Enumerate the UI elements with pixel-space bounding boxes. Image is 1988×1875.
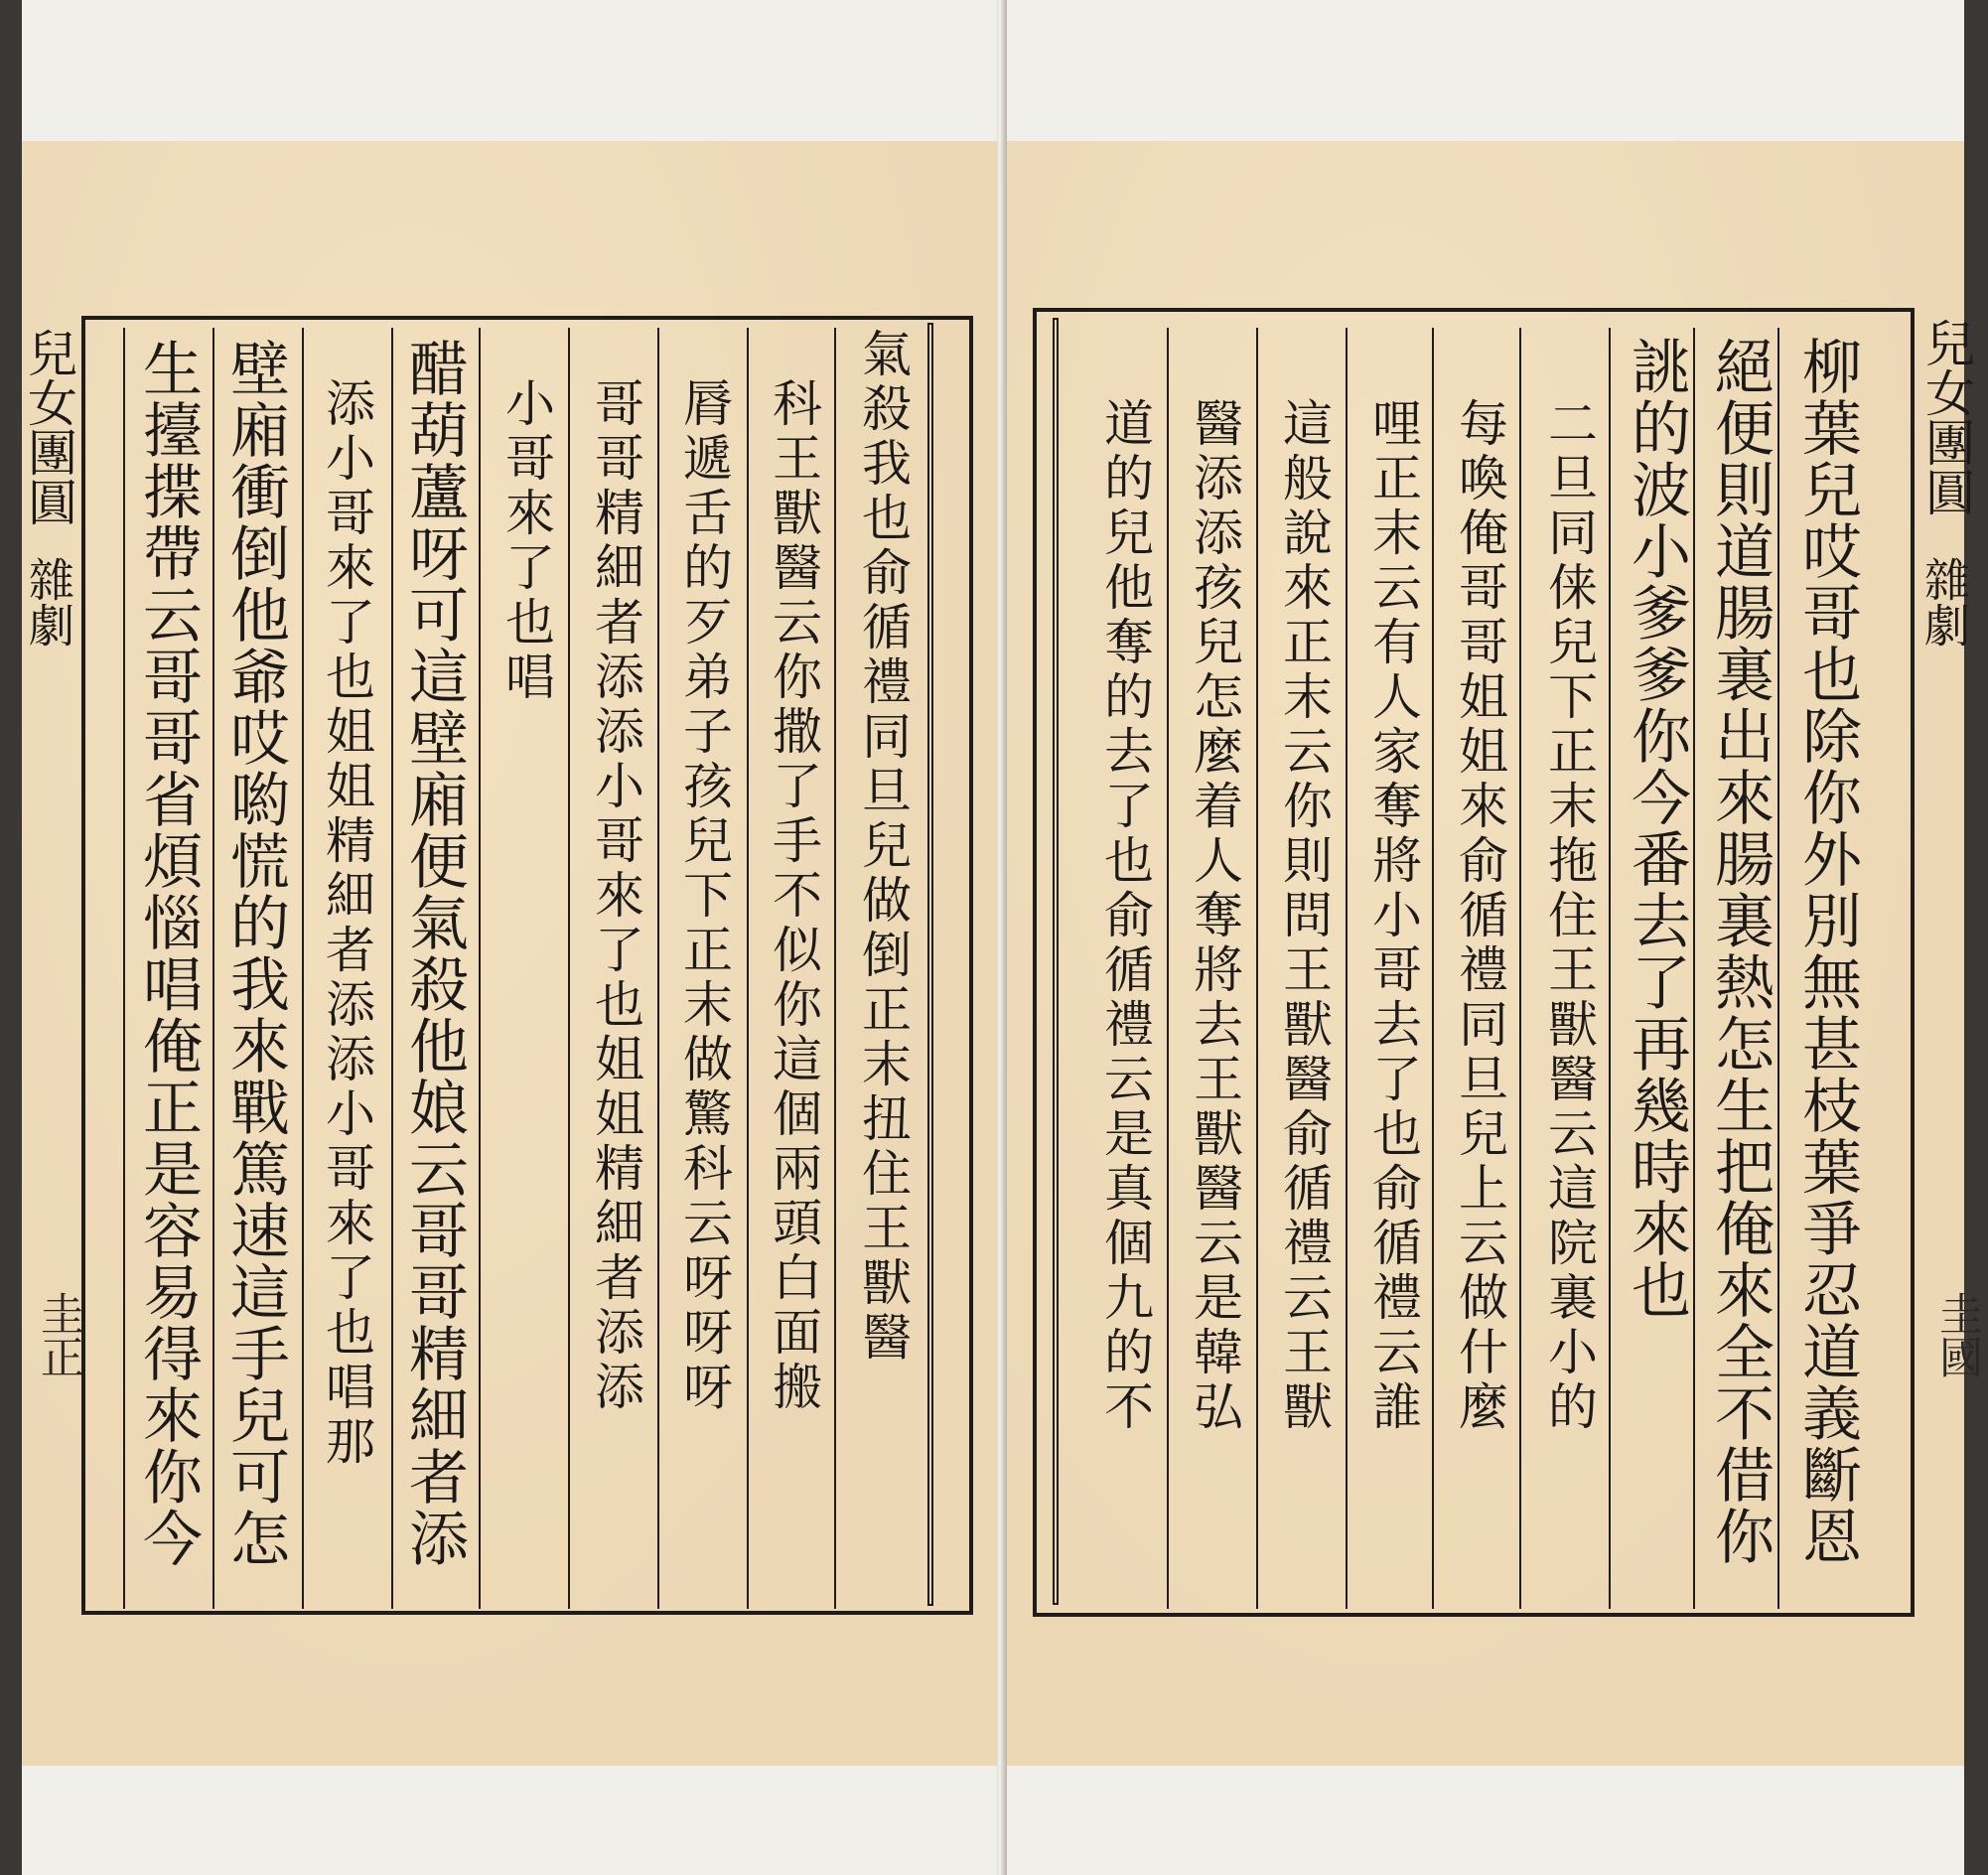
text-column: 醋葫蘆呀可這壁廂便氣殺他娘云哥哥精細者添 [399, 338, 469, 1569]
text-column: 哥哥精細者添添小哥來了也姐姐精細者添添 [587, 377, 644, 1415]
column-rule [1777, 328, 1779, 1609]
folio: 圭正 [33, 1291, 83, 1378]
column-rule [1346, 328, 1348, 1609]
bottom-margin [1003, 1766, 1964, 1875]
column-rule [302, 328, 304, 1609]
text-column: 氣殺我也俞循禮同旦兒做倒正末扭住王獸醫 [854, 328, 912, 1366]
column-rule [568, 328, 570, 1609]
column-rule [747, 328, 749, 1609]
text-column: 誂的波小爹爹你今番去了再幾時來也 [1622, 336, 1691, 1321]
right-page [1003, 0, 1982, 1875]
text-column: 這般說來正末云你則問王獸醫俞循禮云王獸 [1275, 397, 1333, 1435]
margin-title: 兒女團圓 [20, 328, 77, 526]
inner-rule [927, 323, 933, 1606]
text-column: 脣遞舌的歹弟子孩兒下正末做驚科云呀呀呀 [675, 377, 733, 1415]
column-rule [1693, 328, 1695, 1609]
column-rule [834, 328, 836, 1609]
text-column: 哩正末云有人家奪將小哥去了也俞循禮云誰 [1364, 397, 1422, 1435]
top-margin [22, 0, 997, 141]
text-column: 柳葉兒哎哥也除你外別無甚枝葉爭忍道義斷恩 [1792, 336, 1862, 1567]
text-column: 添小哥來了也姐姐精細者添添小哥來了也唱那 [318, 377, 375, 1470]
text-column: 每喚俺哥哥姐姐來俞循禮同旦兒上云做什麼 [1451, 397, 1508, 1435]
text-column: 科王獸醫云你撒了手不似你這個兩頭白面搬 [765, 377, 822, 1415]
inner-rule [1053, 318, 1059, 1605]
column-rule [1256, 328, 1258, 1609]
column-rule [1609, 328, 1611, 1609]
margin-label: 雜劇 [22, 556, 75, 648]
text-column: 二旦同俫兒下正末拖住王獸醫云這院裏小的 [1540, 397, 1598, 1435]
text-column: 生擡揲帶云哥哥省煩惱唱俺正是容易得來你今 [133, 338, 203, 1569]
text-column: 醫添添孩兒怎麼着人奪將去王獸醫云是韓弘 [1186, 397, 1243, 1435]
folio: 圭國 [1931, 1291, 1982, 1378]
column-rule [657, 328, 659, 1609]
column-rule [1167, 328, 1169, 1609]
column-rule [479, 328, 481, 1609]
bottom-margin [22, 1766, 997, 1875]
text-column: 道的兒他奪的去了也俞循禮云是真個九的不 [1096, 397, 1154, 1435]
top-margin [1003, 0, 1964, 141]
margin-label: 雜劇 [1917, 556, 1971, 648]
column-rule [1432, 328, 1434, 1609]
margin-title: 兒女團圓 [1917, 318, 1975, 516]
column-rule [391, 328, 393, 1609]
column-rule [123, 328, 125, 1609]
text-column: 絕便則道腸裏出來腸裏熱怎生把俺來全不借你 [1705, 336, 1775, 1567]
text-column: 小哥來了也唱 [497, 377, 555, 705]
column-rule [213, 328, 214, 1609]
column-rule [1519, 328, 1521, 1609]
left-page [22, 0, 997, 1875]
text-column: 壁廂衝倒他爺哎喲慌的我來戰篤速這手兒可怎 [220, 338, 290, 1569]
